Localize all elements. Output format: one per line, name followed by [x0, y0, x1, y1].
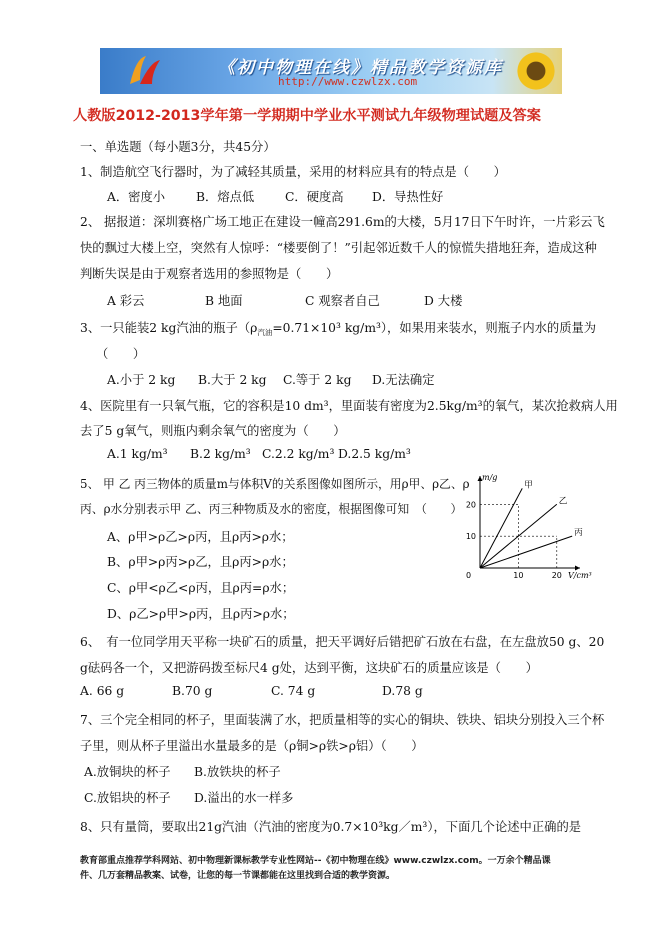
x-axis-label: V/cm³: [568, 571, 592, 580]
q1-option-b: B．熔点低: [196, 190, 255, 204]
header-banner: [100, 48, 562, 94]
q3-option-c: C.等于 2 kg: [283, 373, 352, 387]
q6-line-2: g砝码各一个，又把游码拨至标尺4 g处，达到平衡，这块矿石的质量应该是（ ）: [80, 661, 538, 675]
q3-option-d: D.无法确定: [372, 373, 435, 387]
q1-option-d: D．导热性好: [372, 190, 444, 204]
q2-option-d: D 大楼: [424, 294, 463, 308]
q7-line-1: 7、三个完全相同的杯子，里面装满了水，把质量相等的实心的铜块、铁块、铝块分别投入三个杯: [80, 713, 605, 727]
q7-line-2: 子里，则从杯子里溢出水量最多的是（ρ铜>ρ铁>ρ铝）（ ）: [80, 739, 424, 753]
q5-option-a: A、ρ甲>ρ乙>ρ丙，且ρ丙>ρ水；: [107, 530, 294, 544]
q4-option-c: C.2.2 kg/m³: [262, 447, 335, 461]
sunflower-image: [514, 50, 558, 92]
q4-option-b: B.2 kg/m³: [190, 447, 251, 461]
q7-option-a: A.放铜块的杯子: [84, 765, 171, 779]
q2-option-a: A 彩云: [107, 294, 145, 308]
site-logo-icon: [126, 54, 162, 88]
q4-option-d: D.2.5 kg/m³: [338, 447, 411, 461]
document-title: 人教版2012-2013学年第一学期期中学业水平测试九年级物理试题及答案: [73, 108, 541, 124]
q2-line-2: 快的飘过大楼上空，突然有人惊呼：“楼要倒了！”引起邻近数千人的惊慌失措地狂奔，造成这种: [80, 241, 597, 255]
q4-option-a: A.1 kg/m³: [107, 447, 168, 461]
q5-option-b: B、ρ甲>ρ丙>ρ乙，且ρ丙>ρ水；: [107, 555, 294, 569]
q5-line-2: 丙、ρ水分别表示甲 乙、丙三种物质及水的密度，根据图像可知 （ ）: [80, 502, 463, 516]
footer-line-2: 件、几万套精品教案、试卷，让您的每一节课都能在这里找到合适的教学资源。: [80, 871, 396, 881]
origin-label: 0: [466, 571, 472, 580]
banner-url[interactable]: http://www.czwlzx.com: [278, 75, 418, 88]
series-name-3: 丙: [574, 528, 583, 539]
q8-line-1: 8、只有量筒，要取出21g汽油（汽油的密度为0.7×10³kg／m³），下面几个论述中正确的是: [80, 820, 582, 834]
q5-option-d: D、ρ乙>ρ甲>ρ丙，且ρ丙>ρ水；: [107, 607, 295, 621]
series-name-1: 甲: [524, 480, 533, 491]
section-heading: 一、单选题（每小题3分，共45分）: [80, 140, 276, 154]
q4-line-1: 4、医院里有一只氧气瓶，它的容积是10 dm³，里面装有密度为2.5kg/m³的氧气，某次抢救病人用: [80, 399, 618, 413]
mass-volume-chart: [458, 472, 592, 582]
x-tick-label: 10: [513, 571, 524, 580]
q2-line-3: 判断失误是由于观察者选用的参照物是（ ）: [80, 267, 339, 281]
x-tick-label: 20: [551, 571, 562, 580]
q3-option-a: A.小于 2 kg: [107, 373, 176, 387]
y-tick-label: 10: [465, 532, 476, 542]
q5-line-1: 5、 甲 乙 丙三物体的质量m与体积V的关系图像如图所示，用ρ甲、ρ乙、ρ: [80, 477, 470, 491]
q6-option-a: A. 66 g: [80, 684, 125, 698]
q2-option-b: B 地面: [205, 294, 243, 308]
q3-option-b: B.大于 2 kg: [198, 373, 267, 387]
q6-line-1: 6、 有一位同学用天平称一块矿石的质量，把天平调好后错把矿石放在右盘，在左盘放50 g、20: [80, 635, 605, 649]
q7-option-d: D.溢出的水一样多: [194, 791, 294, 805]
page-footer: [80, 854, 590, 884]
x-axis-arrow-icon: [575, 566, 580, 571]
q7-option-c: C.放铝块的杯子: [84, 791, 171, 805]
q2-option-c: C 观察者自己: [305, 294, 380, 308]
footer-line-1: 教育部重点推荐学科网站、初中物理新课标教学专业性网站--《初中物理在线》www.czwlzx.com。一万余个精品课: [80, 856, 551, 866]
q7-option-b: B.放铁块的杯子: [194, 765, 281, 779]
q1-option-a: A．密度小: [107, 190, 166, 204]
q3-line-2: （ ）: [96, 347, 146, 361]
series-name-2: 乙: [558, 496, 568, 507]
q5-option-c: C、ρ甲<ρ乙<ρ丙，且ρ丙=ρ水；: [107, 581, 295, 595]
q3-line-1: 3、一只能装2 kg汽油的瓶子（$\rho_{汽油}=0.71\times 10^3$ kg/m³），如果用来装水，则瓶子内水的质量为: [80, 321, 597, 337]
y-tick-label: 20: [465, 500, 476, 510]
q6-option-b: B.70 g: [172, 684, 213, 698]
q6-option-c: C. 74 g: [271, 684, 316, 698]
banner-title: 《初中物理在线》精品教学资源库: [218, 58, 503, 78]
y-axis-label: m/g: [482, 473, 498, 482]
q4-line-2: 去了5 g氧气，则瓶内剩余氧气的密度为（ ）: [80, 424, 346, 438]
q2-line-1: 2、 据报道：深圳赛格广场工地正在建设一幢高291.6m的大楼，5月17日下午时许，一片彩云飞: [80, 215, 605, 229]
q1-stem: 1、制造航空飞行器时，为了减轻其质量，采用的材料应具有的特点是（ ）: [80, 165, 506, 179]
q6-option-d: D.78 g: [382, 684, 423, 698]
q1-option-c: C．硬度高: [285, 190, 344, 204]
